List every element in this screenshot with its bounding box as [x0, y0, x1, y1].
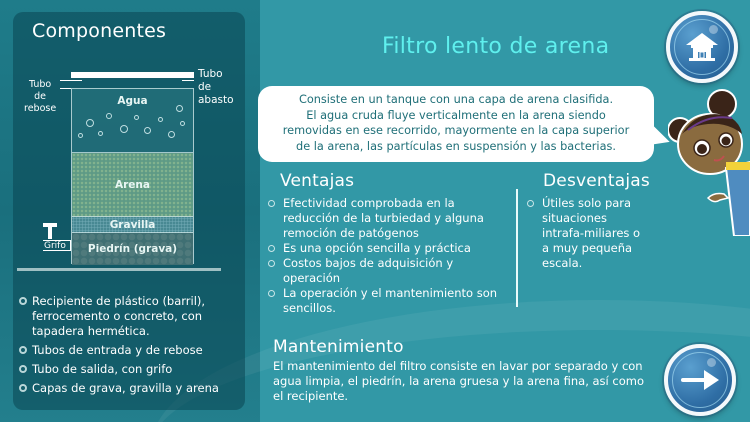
bubble	[176, 105, 183, 112]
description-line: removidas en ese recorrido, mayormente en la capa superior	[282, 124, 630, 137]
bullet-icon	[527, 200, 534, 207]
next-button[interactable]	[664, 344, 736, 416]
girl-character-illustration	[668, 86, 750, 236]
bullet-icon	[268, 245, 275, 252]
supply-label-line1: Tubo de	[198, 68, 223, 93]
bubble	[78, 133, 83, 138]
overflow-pipe-label	[24, 79, 56, 115]
supply-label-line2: abasto	[198, 94, 234, 106]
bubble	[106, 113, 112, 119]
components-item: Recipiente de plástico (barril), ferrocemento o concreto, con tapadera hermética.	[18, 294, 244, 339]
overflow-label-line2: rebose	[24, 103, 57, 114]
disadvantages-list	[526, 196, 646, 271]
advantages-item: Costos bajos de adquisición y operación	[267, 256, 457, 286]
bullet-icon	[19, 365, 27, 373]
bullet-icon	[19, 384, 27, 392]
bubble	[158, 117, 163, 122]
layer-gravel-label: Piedrín (grava)	[87, 243, 178, 255]
overflow-pipe-line-2	[60, 88, 71, 89]
base-line	[17, 268, 221, 271]
page-title: Filtro lento de arena	[382, 34, 610, 59]
bubble	[144, 127, 151, 134]
bubble	[86, 119, 94, 127]
advantages-item: La operación y el mantenimiento son sencillos.	[267, 286, 502, 316]
bubble	[134, 115, 139, 120]
bullet-icon	[268, 200, 275, 207]
bullet-icon	[268, 290, 275, 297]
components-item: Tubo de salida, con grifo	[18, 362, 244, 377]
description-line: de la arena, las partículas en suspensión y las bacterias.	[296, 139, 616, 153]
bullet-icon	[19, 297, 27, 305]
supply-pipe-line	[182, 80, 194, 81]
layer-water-label: Agua	[117, 95, 148, 107]
home-icon	[685, 32, 719, 62]
layer-sand-label: Arena	[115, 178, 150, 191]
maintenance-title: Mantenimiento	[273, 337, 404, 357]
layer-fine-gravel-label: Gravilla	[109, 218, 156, 231]
bullet-icon	[268, 260, 275, 267]
advantages-item: Es una opción sencilla y práctica	[267, 241, 502, 256]
components-title: Componentes	[32, 20, 167, 42]
description-line: Consiste en un tanque con una capa de arena clasifida.	[298, 93, 614, 106]
components-list	[18, 294, 244, 400]
components-item: Capas de grava, gravilla y arena	[18, 381, 244, 396]
arrow-right-icon	[680, 369, 720, 391]
description-speech-bubble	[258, 86, 654, 162]
disadvantages-item: Útiles solo para situaciones intrafa-miliares o a muy pequeña escala.	[526, 196, 646, 271]
bubble	[168, 131, 175, 138]
layer-water	[72, 89, 193, 153]
supply-pipe-bar	[71, 72, 194, 78]
home-button[interactable]	[666, 11, 738, 83]
overflow-label-line1: Tubo de	[28, 79, 52, 102]
advantages-item: Efectividad comprobada en la reducción de la turbiedad y alguna remoción de patógenos	[267, 196, 502, 241]
layer-sand	[72, 153, 193, 217]
column-divider	[516, 189, 518, 307]
overflow-pipe-line	[60, 80, 82, 81]
components-item: Tubos de entrada y de rebose	[18, 343, 244, 358]
advantages-title: Ventajas	[280, 171, 355, 191]
layer-fine-gravel	[72, 217, 193, 233]
filter-tank	[71, 88, 194, 264]
bubble	[120, 125, 128, 133]
description-line: El agua cruda fluye verticalmente en la arena siendo	[306, 108, 606, 122]
layer-gravel	[72, 233, 193, 265]
bullet-icon	[19, 346, 27, 354]
disadvantages-title: Desventajas	[543, 171, 650, 191]
bubble	[180, 121, 185, 126]
tap-label: Grifo	[44, 241, 66, 251]
maintenance-text: El mantenimiento del filtro consiste en lavar por separado y con agua limpia, el piedrín, la arena gruesa y la arena fina, así como el recipiente.	[273, 359, 644, 403]
supply-pipe-label	[198, 68, 234, 107]
bubble	[98, 131, 103, 136]
advantages-list	[267, 196, 502, 316]
